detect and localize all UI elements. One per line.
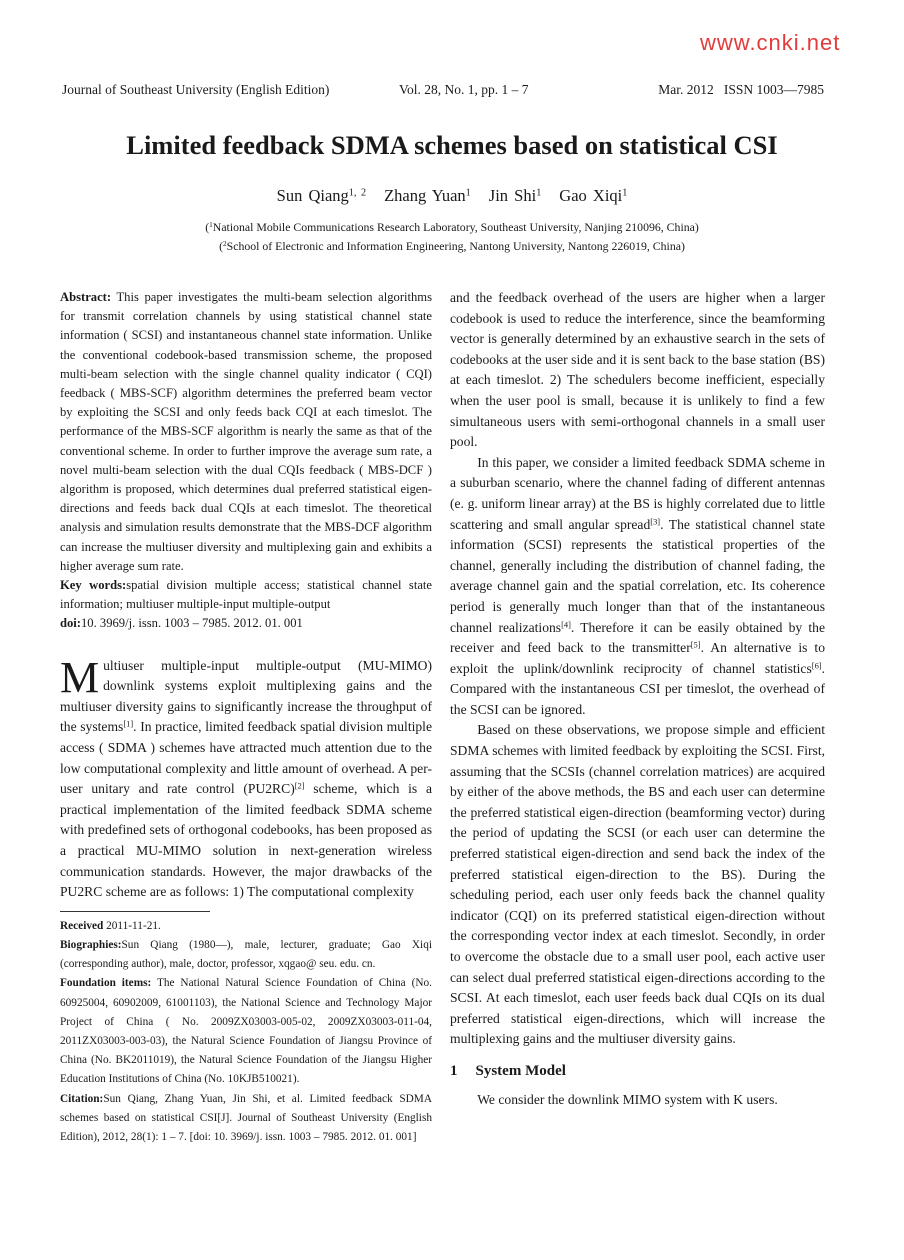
keywords-label: Key words: [60,578,127,593]
footnotes [60,917,432,1147]
citation-ref: [4] [561,618,571,629]
author-name: Zhang Yuan [384,186,466,205]
affiliation-text: School of Electronic and Information Engineering, Nantong University, Nantong 226019, China [226,239,681,253]
author [559,186,627,205]
affiliation-1: ($^1$National Mobile Communications Research Laboratory, Southeast University, Nanjing 210096, China) [205,219,699,234]
watermark: www.cnki.net [700,30,841,55]
text-run: . Compared with the instantaneous CSI per timeslot, the overhead of the SCSI can be ignored. [450,660,825,717]
author-name: Sun Qiang [276,186,349,205]
affiliation-number: 1 [209,219,213,229]
body-paragraph [450,453,825,721]
body-paragraph [450,720,825,1050]
section-title: System Model [475,1062,566,1079]
doi-text: 10. 3969/j. issn. 1003 – 7985. 2012. 01. 001 [81,616,303,631]
text-run: scheme, which is a practical implementation of the limited feedback SDMA scheme with predefined sets of orthogonal codebooks, has been proposed as a practical MU-MIMO solution in next-generation wireless communication standards. However, the major drawbacks of the PU2RC scheme are as follows: 1) The computational complexity [60,781,432,900]
drop-cap: M [60,652,100,702]
right-column-body [450,288,825,1050]
affiliation-number: 2 [223,238,227,248]
citation-ref: [6] [811,660,822,671]
right-column [450,288,825,1111]
section-heading [450,1060,825,1082]
running-header [62,82,824,98]
affiliation-2: ($^2$School of Electronic and Information Engineering, Nantong University, Nantong 226019, China) [219,238,685,253]
foundation-label: Foundation items: [60,977,152,990]
paper-title: Limited feedback SDMA schemes based on statistical CSI [126,130,778,160]
date-issn: Mar. 2012 ISSN 1003—7985 [658,82,824,97]
author-affiliation: 1 [536,187,542,199]
body-paragraph: We consider the downlink MIMO system with K users. [477,1091,778,1107]
left-column [60,288,432,1147]
citation-text: Sun Qiang, Zhang Yuan, Jin Shi, et al. Limited feedback SDMA schemes based on statistical CSI[J]. Journal of Southeast University (English Edition), 2012, 28(1): 1 – 7. [doi: 10. 3969/j. issn. 1003 – 7985. 2012. 01. 001] [60,1092,432,1144]
received-date: 2011-11-21. [106,919,161,932]
text-run: . The statistical channel state information (SCSI) represents the statistical properties of the channel, generally including the distribution of channel fading, the average channel gain and the spatial correlation, etc. Its coherence period is generally much longer than that of the instantaneous channel realizations [450,516,825,635]
biographies-text: Sun Qiang (1980—), male, lecturer, graduate; Gao Xiqi (corresponding author), male, doctor, professor, xqgao@ seu. edu. cn. [60,938,432,971]
author [489,186,542,205]
text-run: Based on these observations, we propose simple and efficient SDMA schemes with limited feedback by exploiting the SCSI. First, assuming that the SCSIs (channel correlation matrices) are acquired by either of the above methods, the BS and each user can determine the preferred statistical eigen-direction (beamforming vector) during the period of updating the SCSI (or each user can determine the preferred statistical eigen-direction and send back the index of the preferred statistical eigen-direction to the BS). During the scheduling period, each user only feeds back the channel quality indicator (CQI) on its preferred statistical eigen-direction without the corresponding vector index at each timeslot. Secondly, in order to overcome the obstacle due to a small user pool, each active user can select dual preferred statistical eigen-directions according to the SCSI. At each timeslot, each user feeds back dual CQIs on its dual preferred statistical eigen-directions, which will increase the multiplexing gains and the multiuser diversity gains. [450,722,825,1047]
foundation-text: The National Natural Science Foundation of China (No. 60925004, 60902009, 61001103), the National Science and Technology Major Project of China ( No. 2009ZX03003-005-02, 2009ZX03003-011-04, 2011ZX03003-003-03), the Natural Science Foundation of Jiangsu Province of China (No. BK2011019), the Natural Science Foundation of the Jiangsu Higher Education Institutions of China (No. 10KJB510021). [60,977,432,1086]
author-affiliation: 1 [622,187,628,199]
author [277,186,366,205]
intro-text [60,652,432,900]
author-affiliation: 1 [465,187,471,199]
text-run: . Therefore it can be easily obtained by the receiver and feed back to the transmitter [450,619,825,656]
body-paragraph [450,288,825,453]
citation-label: Citation: [60,1092,104,1105]
author-name: Gao Xiqi [559,186,623,205]
introduction-paragraph [60,652,432,903]
section-number: 1 [450,1062,458,1079]
author-list [0,186,904,206]
abstract-label: Abstract: [60,290,112,304]
text-run: ultiuser multiple-input multiple-output (MU-MIMO) downlink systems exploit multiplexing gains and the multiuser diversity gains to significantly increase the throughput of the systems [60,657,432,735]
text-run: and the feedback overhead of the users are higher when a larger codebook is used to reduce the interference, since the beamforming vector is generally determined by an exhaustive search in the sets of codebooks at the user side and it is sent back to the base station (BS) at each timeslot. 2) The schedulers become inefficient, especially when the user pool is small, because it is unlikely to find a few simultaneous users with semi-orthogonal channels in a small user pool. [450,290,825,450]
doi-label: doi: [60,616,81,631]
affiliation-text: National Mobile Communications Research Laboratory, Southeast University, Nanjing 210096, China [212,220,695,234]
citation-ref: [1] [123,718,134,729]
footnote-divider [60,911,210,912]
text-run: . In practice, limited feedback spatial division multiple access ( SDMA ) schemes have attracted much attention due to the low computational complexity and little amount of overhead. A per-user unitary and rate control (PU2RC) [60,719,432,797]
text-run: In this paper, we consider a limited feedback SDMA scheme in a suburban scenario, where the channel fading of different antennas (e. g. uniform linear array) at the BS is highly correlated due to little scattering and small angular spread [450,454,825,532]
citation-ref: [5] [690,639,701,650]
abstract-block [60,288,432,634]
citation-ref: [2] [294,780,305,791]
received-label: Received [60,919,104,932]
citation-ref: [3] [650,515,661,526]
text-run: . An alternative is to exploit the uplink/downlink reciprocity of channel statistics [450,640,825,676]
abstract-text: This paper investigates the multi-beam selection algorithms for transmit correlation channels by using statistical channel state information ( SCSI) and instantaneous channel state information. Unlike the conventional codebook-based transmission scheme, the proposed multi-beam selection with the single channel quality indicator ( CQI) feedback ( MBS-SCF) algorithm determines the preferred beam vector by exploiting the SCSI and only feeds back CQI at each timeslot. The performance of the MBS-SCF algorithm is nearly the same as that of the conventional scheme. In order to further improve the average sum rate, a novel multi-beam selection with the dual CQIs feedback ( MBS-DCF ) algorithm is proposed, which determines dual preferred statistical eigen-directions and feeds back dual CQIs at each timeslot. The theoretical analysis and simulation results demonstrate that the MBS-DCF algorithm can increase the multiuser diversity and multiplexing gain and exhibits a higher average sum rate. [60,290,432,573]
volume-pages: Vol. 28, No. 1, pp. 1 – 7 [399,82,529,97]
biographies-label: Biographies: [60,938,122,951]
keywords-text: spatial division multiple access; statistical channel state information; multiuser multiple-input multiple-output [60,578,432,612]
author [384,186,471,205]
author-affiliation: 1, 2 [348,187,367,199]
author-name: Jin Shi [488,186,537,205]
journal-name: Journal of Southeast University (English Edition) [62,82,330,97]
